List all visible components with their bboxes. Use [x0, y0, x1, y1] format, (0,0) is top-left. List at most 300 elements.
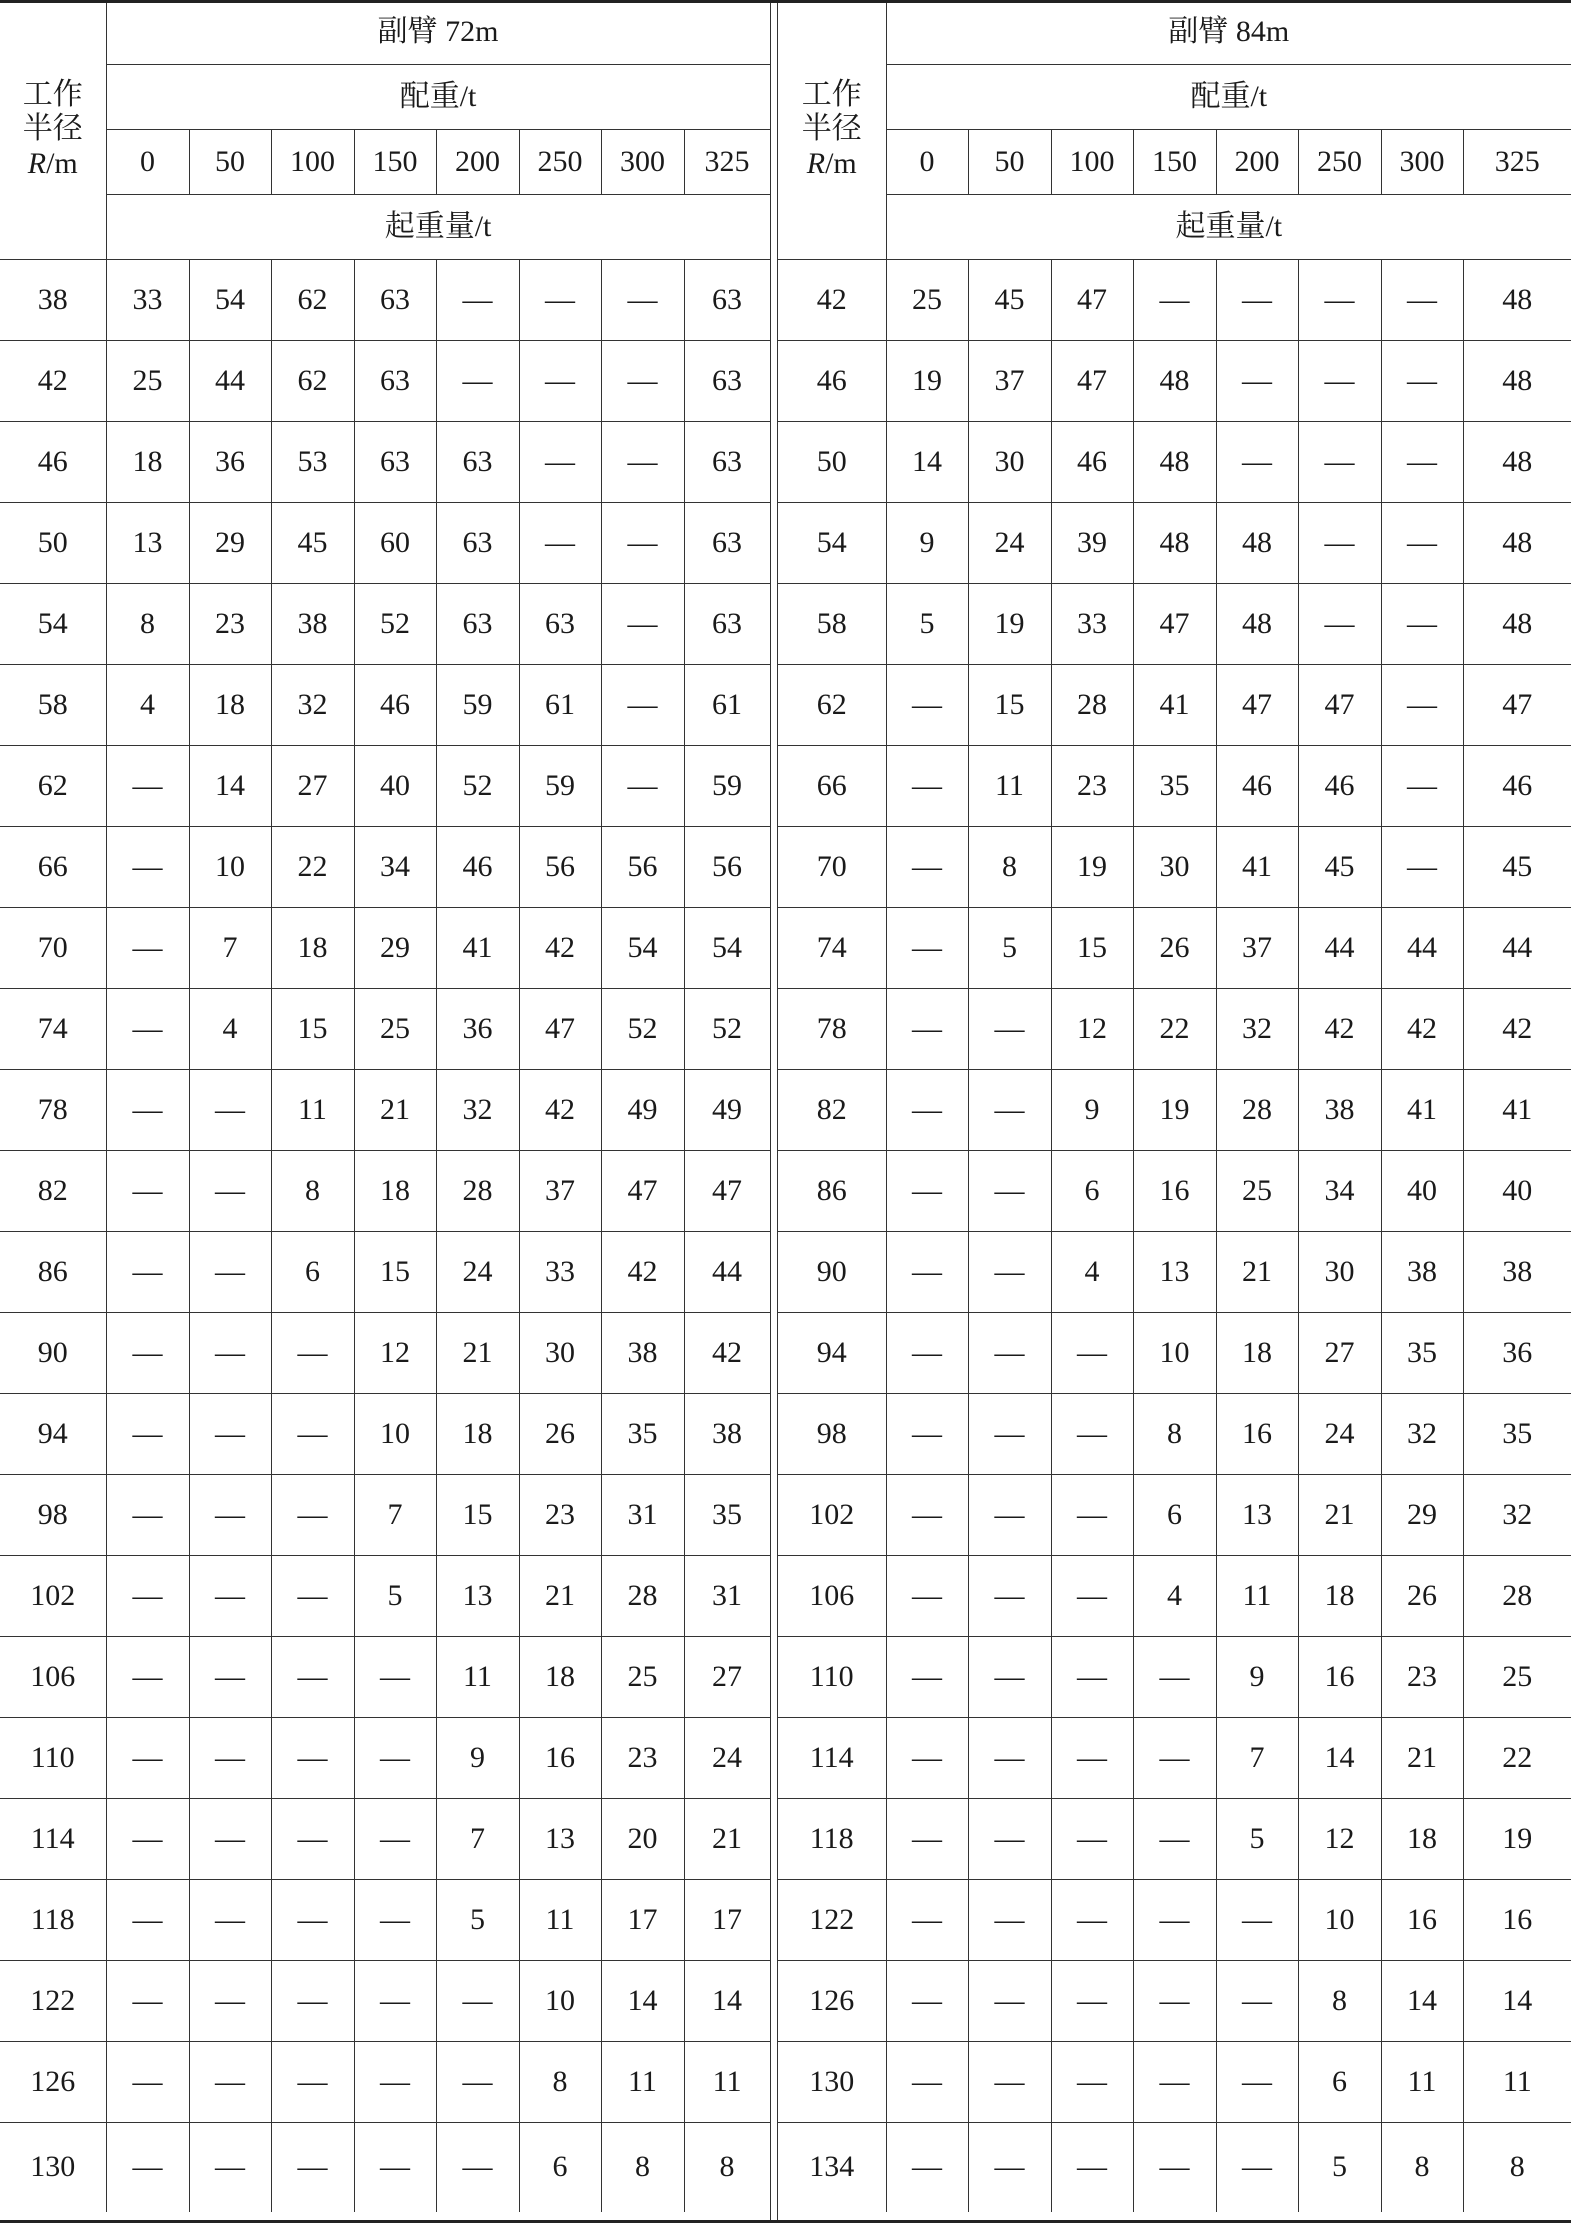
capacity-cell: —	[1051, 1556, 1133, 1637]
radius-cell: 42	[0, 341, 106, 422]
capacity-cell: 30	[519, 1313, 601, 1394]
capacity-cell: 54	[189, 260, 271, 341]
capacity-cell: 30	[1298, 1232, 1381, 1313]
capacity-cell: —	[106, 1637, 189, 1718]
capacity-cell: —	[886, 1070, 968, 1151]
radius-cell: 98	[778, 1394, 886, 1475]
capacity-cell: —	[968, 1151, 1051, 1232]
capacity-cell: 14	[601, 1961, 684, 2042]
capacity-cell: 21	[519, 1556, 601, 1637]
radius-cell: 62	[0, 746, 106, 827]
radius-cell: 110	[0, 1718, 106, 1799]
capacity-cell: —	[1133, 1637, 1216, 1718]
capacity-cell: —	[354, 1718, 436, 1799]
radius-cell: 86	[778, 1151, 886, 1232]
capacity-cell: 48	[1463, 341, 1571, 422]
radius-cell: 66	[778, 746, 886, 827]
radius-cell: 70	[778, 827, 886, 908]
capacity-cell: 47	[1298, 665, 1381, 746]
capacity-cell: 52	[684, 989, 770, 1070]
capacity-cell: —	[1298, 422, 1381, 503]
capacity-cell: 42	[1298, 989, 1381, 1070]
capacity-cell: 20	[601, 1799, 684, 1880]
capacity-cell: 33	[106, 260, 189, 341]
capacity-cell: 9	[1216, 1637, 1298, 1718]
capacity-cell: 24	[436, 1232, 519, 1313]
capacity-cell: 18	[271, 908, 354, 989]
capacity-cell: 48	[1216, 584, 1298, 665]
capacity-cell: 27	[684, 1637, 770, 1718]
radius-cell: 122	[778, 1880, 886, 1961]
capacity-cell: —	[886, 1637, 968, 1718]
capacity-cell: 28	[1463, 1556, 1571, 1637]
capacity-cell: —	[106, 1880, 189, 1961]
capacity-cell: 54	[684, 908, 770, 989]
capacity-cell: —	[968, 2123, 1051, 2213]
counterweight-value: 100	[271, 130, 354, 195]
capacity-cell: 41	[1381, 1070, 1463, 1151]
capacity-cell: 63	[684, 503, 770, 584]
capacity-cell: 53	[271, 422, 354, 503]
capacity-cell: 61	[519, 665, 601, 746]
capacity-cell: 9	[436, 1718, 519, 1799]
capacity-cell: 38	[601, 1313, 684, 1394]
capacity-cell: 62	[271, 260, 354, 341]
capacity-cell: 37	[1216, 908, 1298, 989]
radius-cell: 114	[778, 1718, 886, 1799]
capacity-cell: 38	[1381, 1232, 1463, 1313]
capacity-cell: 34	[1298, 1151, 1381, 1232]
capacity-header: 起重量/t	[106, 195, 770, 260]
capacity-cell: 22	[271, 827, 354, 908]
capacity-cell: 13	[436, 1556, 519, 1637]
capacity-cell: 63	[436, 584, 519, 665]
capacity-cell: —	[436, 1961, 519, 2042]
radius-header-line1: 工作	[801, 77, 862, 111]
capacity-cell: —	[271, 1961, 354, 2042]
capacity-cell: 8	[519, 2042, 601, 2123]
counterweight-value: 200	[436, 130, 519, 195]
capacity-cell: 36	[1463, 1313, 1571, 1394]
capacity-cell: 25	[601, 1637, 684, 1718]
capacity-cell: —	[519, 422, 601, 503]
capacity-cell: 8	[1298, 1961, 1381, 2042]
radius-cell: 74	[778, 908, 886, 989]
capacity-cell: 21	[684, 1799, 770, 1880]
capacity-cell: —	[106, 1232, 189, 1313]
capacity-cell: 38	[684, 1394, 770, 1475]
capacity-cell: —	[106, 1475, 189, 1556]
capacity-cell: 14	[1298, 1718, 1381, 1799]
capacity-cell: —	[189, 1799, 271, 1880]
capacity-cell: 63	[436, 503, 519, 584]
capacity-cell: 48	[1463, 503, 1571, 584]
radius-cell: 62	[778, 665, 886, 746]
capacity-cell: 14	[886, 422, 968, 503]
capacity-cell: —	[189, 1880, 271, 1961]
capacity-cell: 15	[271, 989, 354, 1070]
counterweight-value: 300	[1381, 130, 1463, 195]
capacity-cell: 10	[189, 827, 271, 908]
capacity-cell: 48	[1463, 584, 1571, 665]
capacity-cell: 56	[519, 827, 601, 908]
capacity-header: 起重量/t	[886, 195, 1571, 260]
capacity-cell: —	[1298, 260, 1381, 341]
capacity-cell: 33	[519, 1232, 601, 1313]
radius-cell: 126	[778, 1961, 886, 2042]
capacity-cell: 63	[684, 260, 770, 341]
capacity-cell: 4	[1051, 1232, 1133, 1313]
capacity-cell: —	[189, 1313, 271, 1394]
capacity-cell: 5	[1216, 1799, 1298, 1880]
capacity-cell: 23	[1381, 1637, 1463, 1718]
capacity-cell: 45	[1463, 827, 1571, 908]
capacity-cell: 28	[601, 1556, 684, 1637]
capacity-cell: 11	[684, 2042, 770, 2123]
radius-unit: /m	[825, 146, 857, 180]
capacity-cell: 4	[189, 989, 271, 1070]
capacity-cell: 30	[1133, 827, 1216, 908]
capacity-cell: 11	[436, 1637, 519, 1718]
capacity-cell: —	[968, 1718, 1051, 1799]
capacity-cell: —	[354, 1880, 436, 1961]
capacity-cell: 18	[436, 1394, 519, 1475]
radius-cell: 82	[0, 1151, 106, 1232]
capacity-cell: 47	[1216, 665, 1298, 746]
capacity-cell: —	[271, 1637, 354, 1718]
capacity-cell: 19	[1051, 827, 1133, 908]
capacity-cell: 15	[1051, 908, 1133, 989]
capacity-cell: 42	[519, 908, 601, 989]
capacity-cell: —	[1216, 1961, 1298, 2042]
capacity-cell: 35	[1133, 746, 1216, 827]
capacity-cell: 8	[1133, 1394, 1216, 1475]
capacity-cell: —	[601, 260, 684, 341]
capacity-cell: 41	[436, 908, 519, 989]
capacity-cell: —	[189, 1070, 271, 1151]
capacity-cell: —	[601, 746, 684, 827]
capacity-cell: —	[1216, 1880, 1298, 1961]
capacity-cell: —	[886, 1232, 968, 1313]
radius-unit: /m	[46, 146, 78, 180]
capacity-cell: —	[1133, 1880, 1216, 1961]
capacity-cell: 18	[1298, 1556, 1381, 1637]
capacity-cell: 18	[519, 1637, 601, 1718]
radius-cell: 118	[778, 1799, 886, 1880]
capacity-cell: —	[1216, 260, 1298, 341]
capacity-cell: 16	[519, 1718, 601, 1799]
capacity-cell: 8	[106, 584, 189, 665]
capacity-cell: —	[1216, 2042, 1298, 2123]
radius-cell: 90	[778, 1232, 886, 1313]
capacity-cell: 45	[968, 260, 1051, 341]
radius-cell: 126	[0, 2042, 106, 2123]
capacity-cell: 25	[1463, 1637, 1571, 1718]
capacity-cell: 31	[601, 1475, 684, 1556]
capacity-cell: 32	[436, 1070, 519, 1151]
capacity-cell: 29	[189, 503, 271, 584]
capacity-cell: 19	[1463, 1799, 1571, 1880]
capacity-cell: —	[1381, 341, 1463, 422]
capacity-cell: —	[1133, 1799, 1216, 1880]
capacity-cell: 59	[684, 746, 770, 827]
capacity-cell: —	[886, 1961, 968, 2042]
capacity-cell: —	[1381, 665, 1463, 746]
capacity-cell: 37	[519, 1151, 601, 1232]
capacity-cell: —	[968, 1313, 1051, 1394]
capacity-cell: 5	[1298, 2123, 1381, 2213]
capacity-cell: 23	[189, 584, 271, 665]
radius-cell: 130	[778, 2042, 886, 2123]
radius-symbol: R	[27, 146, 47, 180]
capacity-cell: —	[436, 260, 519, 341]
capacity-cell: 5	[886, 584, 968, 665]
radius-cell: 86	[0, 1232, 106, 1313]
counterweight-value: 325	[684, 130, 770, 195]
capacity-cell: 47	[601, 1151, 684, 1232]
capacity-cell: —	[968, 1070, 1051, 1151]
radius-cell: 98	[0, 1475, 106, 1556]
capacity-cell: —	[106, 1070, 189, 1151]
capacity-cell: 15	[354, 1232, 436, 1313]
capacity-cell: —	[354, 2042, 436, 2123]
capacity-cell: 23	[1051, 746, 1133, 827]
capacity-cell: —	[271, 1394, 354, 1475]
capacity-cell: 23	[601, 1718, 684, 1799]
radius-cell: 110	[778, 1637, 886, 1718]
capacity-cell: 12	[1298, 1799, 1381, 1880]
capacity-cell: 35	[1381, 1313, 1463, 1394]
capacity-cell: 18	[189, 665, 271, 746]
counterweight-value: 0	[106, 130, 189, 195]
capacity-cell: 47	[519, 989, 601, 1070]
capacity-cell: —	[601, 584, 684, 665]
capacity-cell: —	[106, 2042, 189, 2123]
counterweight-value: 250	[519, 130, 601, 195]
counterweight-value: 200	[1216, 130, 1298, 195]
capacity-cell: —	[968, 1880, 1051, 1961]
capacity-cell: 59	[436, 665, 519, 746]
capacity-cell: 42	[519, 1070, 601, 1151]
radius-cell: 46	[778, 341, 886, 422]
capacity-cell: —	[1381, 746, 1463, 827]
capacity-cell: 29	[1381, 1475, 1463, 1556]
capacity-cell: 4	[1133, 1556, 1216, 1637]
capacity-cell: —	[106, 1961, 189, 2042]
capacity-cell: 47	[1051, 260, 1133, 341]
capacity-cell: 41	[1463, 1070, 1571, 1151]
capacity-cell: 27	[1298, 1313, 1381, 1394]
capacity-cell: 8	[684, 2123, 770, 2213]
capacity-cell: 63	[436, 422, 519, 503]
capacity-cell: —	[601, 341, 684, 422]
capacity-cell: 47	[1463, 665, 1571, 746]
capacity-cell: 37	[968, 341, 1051, 422]
capacity-cell: —	[968, 1799, 1051, 1880]
capacity-cell: 14	[189, 746, 271, 827]
capacity-cell: —	[1051, 1880, 1133, 1961]
capacity-cell: —	[354, 2123, 436, 2213]
capacity-cell: 7	[354, 1475, 436, 1556]
capacity-cell: —	[886, 1799, 968, 1880]
capacity-cell: 41	[1216, 827, 1298, 908]
radius-cell: 94	[778, 1313, 886, 1394]
capacity-cell: —	[189, 1556, 271, 1637]
capacity-cell: —	[968, 1475, 1051, 1556]
capacity-cell: —	[271, 1475, 354, 1556]
capacity-cell: —	[886, 1718, 968, 1799]
capacity-cell: —	[354, 1799, 436, 1880]
capacity-cell: —	[1298, 584, 1381, 665]
capacity-cell: 48	[1463, 260, 1571, 341]
capacity-cell: —	[1133, 1718, 1216, 1799]
capacity-cell: 48	[1133, 503, 1216, 584]
capacity-cell: 46	[1051, 422, 1133, 503]
capacity-cell: 14	[1381, 1961, 1463, 2042]
capacity-cell: 24	[684, 1718, 770, 1799]
capacity-cell: 13	[1216, 1475, 1298, 1556]
capacity-cell: 52	[354, 584, 436, 665]
radius-cell: 102	[778, 1475, 886, 1556]
capacity-cell: —	[436, 2123, 519, 2213]
capacity-cell: 10	[1298, 1880, 1381, 1961]
capacity-cell: —	[1298, 341, 1381, 422]
capacity-cell: 11	[1463, 2042, 1571, 2123]
radius-symbol: R	[806, 146, 826, 180]
capacity-cell: 25	[106, 341, 189, 422]
capacity-cell: 32	[1216, 989, 1298, 1070]
capacity-cell: 44	[189, 341, 271, 422]
capacity-cell: 28	[1051, 665, 1133, 746]
counterweight-value: 50	[189, 130, 271, 195]
capacity-cell: 40	[1463, 1151, 1571, 1232]
capacity-cell: —	[886, 1394, 968, 1475]
capacity-cell: 38	[1298, 1070, 1381, 1151]
capacity-cell: 52	[601, 989, 684, 1070]
capacity-cell: 24	[968, 503, 1051, 584]
capacity-cell: 4	[106, 665, 189, 746]
capacity-cell: —	[886, 1151, 968, 1232]
capacity-cell: 16	[1381, 1880, 1463, 1961]
capacity-cell: —	[519, 341, 601, 422]
capacity-cell: 42	[684, 1313, 770, 1394]
capacity-cell: 13	[1133, 1232, 1216, 1313]
capacity-cell: —	[354, 1637, 436, 1718]
radius-cell: 94	[0, 1394, 106, 1475]
capacity-cell: —	[1381, 422, 1463, 503]
capacity-cell: —	[1133, 2042, 1216, 2123]
capacity-cell: 35	[684, 1475, 770, 1556]
radius-cell: 78	[0, 1070, 106, 1151]
capacity-cell: —	[189, 1718, 271, 1799]
capacity-cell: 30	[968, 422, 1051, 503]
counterweight-value: 150	[354, 130, 436, 195]
capacity-cell: —	[601, 422, 684, 503]
capacity-cell: 18	[354, 1151, 436, 1232]
capacity-cell: 8	[1463, 2123, 1571, 2213]
capacity-cell: —	[1133, 1961, 1216, 2042]
capacity-cell: 17	[684, 1880, 770, 1961]
counterweight-value: 325	[1463, 130, 1571, 195]
capacity-cell: 12	[354, 1313, 436, 1394]
radius-cell: 50	[0, 503, 106, 584]
capacity-cell: 15	[436, 1475, 519, 1556]
radius-header-line2: 半径	[22, 112, 83, 146]
capacity-cell: —	[1051, 1961, 1133, 2042]
radius-cell: 106	[778, 1556, 886, 1637]
capacity-cell: 63	[354, 260, 436, 341]
capacity-cell: —	[1051, 1394, 1133, 1475]
capacity-cell: 60	[354, 503, 436, 584]
capacity-cell: 18	[1381, 1799, 1463, 1880]
capacity-cell: 22	[1133, 989, 1216, 1070]
radius-cell: 50	[778, 422, 886, 503]
capacity-cell: —	[601, 503, 684, 584]
capacity-cell: 38	[271, 584, 354, 665]
capacity-cell: 46	[354, 665, 436, 746]
capacity-cell: 6	[519, 2123, 601, 2213]
capacity-cell: 46	[1298, 746, 1381, 827]
capacity-cell: 25	[354, 989, 436, 1070]
capacity-cell: 35	[601, 1394, 684, 1475]
radius-cell: 66	[0, 827, 106, 908]
capacity-cell: —	[189, 1151, 271, 1232]
capacity-cell: 17	[601, 1880, 684, 1961]
capacity-cell: 5	[436, 1880, 519, 1961]
capacity-cell: —	[886, 1313, 968, 1394]
radius-cell: 70	[0, 908, 106, 989]
capacity-cell: 34	[354, 827, 436, 908]
capacity-cell: 46	[1216, 746, 1298, 827]
capacity-cell: 48	[1216, 503, 1298, 584]
capacity-cell: 9	[886, 503, 968, 584]
capacity-cell: —	[189, 1394, 271, 1475]
capacity-cell: —	[886, 2042, 968, 2123]
capacity-cell: —	[886, 1880, 968, 1961]
capacity-cell: 11	[601, 2042, 684, 2123]
capacity-cell: —	[968, 2042, 1051, 2123]
capacity-cell: 16	[1298, 1637, 1381, 1718]
boom-length-header: 副臂 72m	[106, 0, 770, 65]
capacity-cell: —	[189, 1637, 271, 1718]
radius-cell: 118	[0, 1880, 106, 1961]
capacity-cell: —	[106, 2123, 189, 2213]
capacity-cell: —	[519, 503, 601, 584]
capacity-cell: —	[189, 1232, 271, 1313]
capacity-cell: 33	[1051, 584, 1133, 665]
capacity-cell: 7	[436, 1799, 519, 1880]
capacity-cell: 63	[684, 341, 770, 422]
capacity-cell: —	[106, 1718, 189, 1799]
radius-cell: 58	[0, 665, 106, 746]
capacity-cell: 63	[684, 584, 770, 665]
capacity-cell: —	[271, 2042, 354, 2123]
capacity-cell: 8	[1381, 2123, 1463, 2213]
capacity-cell: —	[106, 827, 189, 908]
capacity-cell: —	[1133, 2123, 1216, 2213]
capacity-cell: 44	[1381, 908, 1463, 989]
capacity-cell: 54	[601, 908, 684, 989]
capacity-cell: 63	[354, 341, 436, 422]
capacity-cell: 7	[1216, 1718, 1298, 1799]
capacity-cell: 63	[354, 422, 436, 503]
capacity-cell: 25	[1216, 1151, 1298, 1232]
capacity-cell: 6	[1133, 1475, 1216, 1556]
capacity-cell: 13	[106, 503, 189, 584]
capacity-cell: —	[189, 2042, 271, 2123]
capacity-cell: —	[271, 2123, 354, 2213]
capacity-cell: —	[886, 2123, 968, 2213]
